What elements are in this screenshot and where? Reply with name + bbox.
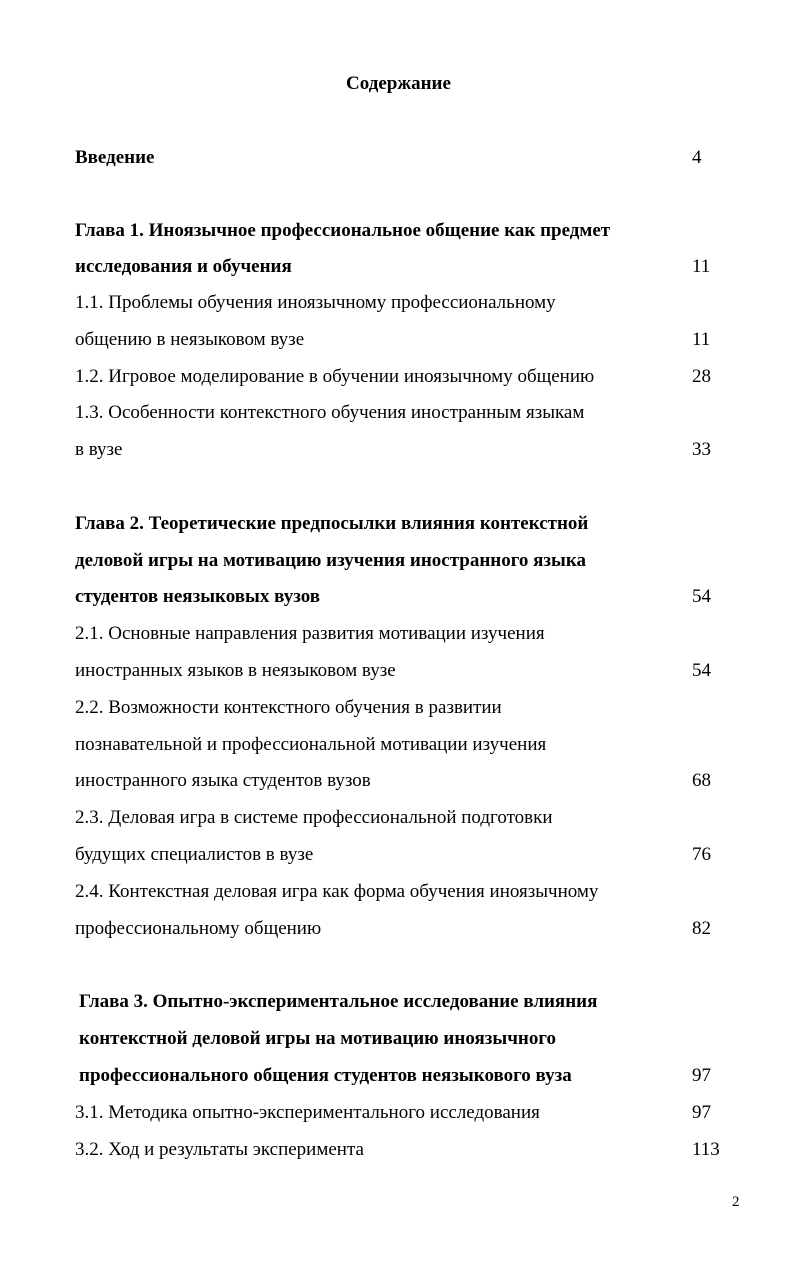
toc-3-2-line1: 3.2. Ход и результаты эксперимента bbox=[75, 1139, 364, 1160]
toc-ch1-page: 11 bbox=[692, 256, 711, 277]
toc-1-3-line1: 1.3. Особенности контекстного обучения иностранным языкам bbox=[75, 402, 585, 423]
toc-2-1-line2: иностранных языков в неязыковом вузе bbox=[75, 660, 396, 681]
toc-intro-page: 4 bbox=[692, 147, 702, 168]
toc-ch3-page: 97 bbox=[692, 1065, 711, 1086]
toc-1-1-line1: 1.1. Проблемы обучения иноязычному профессиональному bbox=[75, 292, 556, 313]
toc-ch1-title-line1: Глава 1. Иноязычное профессиональное общение как предмет bbox=[75, 220, 611, 241]
toc-2-3-line2: будущих специалистов в вузе bbox=[75, 844, 314, 865]
toc-2-3-line1: 2.3. Деловая игра в системе профессиональной подготовки bbox=[75, 807, 553, 828]
toc-ch3-title-line2: контекстной деловой игры на мотивацию иноязычного bbox=[79, 1028, 557, 1049]
toc-ch2-title-line2: деловой игры на мотивацию изучения иностранного языка bbox=[75, 550, 587, 571]
toc-1-1-line2: общению в неязыковом вузе bbox=[75, 329, 305, 350]
page-number: 2 bbox=[732, 1194, 740, 1210]
toc-2-4-line2: профессиональному общению bbox=[75, 918, 322, 939]
toc-ch2-title-line1: Глава 2. Теоретические предпосылки влияния контекстной bbox=[75, 513, 589, 534]
toc-2-2-line3: иностранного языка студентов вузов bbox=[75, 770, 371, 791]
toc-1-3-page: 33 bbox=[692, 439, 711, 460]
toc-3-2-page: 113 bbox=[692, 1139, 720, 1160]
toc-1-1-page: 11 bbox=[692, 329, 711, 350]
toc-2-4-page: 82 bbox=[692, 918, 711, 939]
toc-ch3-title-line1: Глава 3. Опытно-экспериментальное исследование влияния bbox=[79, 991, 598, 1012]
toc-3-1-line1: 3.1. Методика опытно-экспериментального исследования bbox=[75, 1102, 540, 1123]
toc-2-2-line2: познавательной и профессиональной мотивации изучения bbox=[75, 734, 547, 755]
toc-1-3-line2: в вузе bbox=[75, 439, 123, 460]
toc-2-2-line1: 2.2. Возможности контекстного обучения в развитии bbox=[75, 697, 502, 718]
toc-ch3-title-line3: профессионального общения студентов неязыкового вуза bbox=[79, 1065, 572, 1086]
page-title: Содержание bbox=[346, 73, 451, 94]
toc-1-2-page: 28 bbox=[692, 366, 711, 387]
toc-ch1-title-line2: исследования и обучения bbox=[75, 256, 292, 277]
toc-2-3-page: 76 bbox=[692, 844, 711, 865]
toc-ch2-title-line3: студентов неязыковых вузов bbox=[75, 586, 321, 607]
toc-intro-title: Введение bbox=[75, 147, 155, 168]
toc-3-1-page: 97 bbox=[692, 1102, 711, 1123]
toc-2-1-line1: 2.1. Основные направления развития мотивации изучения bbox=[75, 623, 545, 644]
toc-1-2-line1: 1.2. Игровое моделирование в обучении иноязычному общению bbox=[75, 366, 595, 387]
toc-2-1-page: 54 bbox=[692, 660, 711, 681]
toc-2-2-page: 68 bbox=[692, 770, 711, 791]
toc-ch2-page: 54 bbox=[692, 586, 711, 607]
toc-2-4-line1: 2.4. Контекстная деловая игра как форма обучения иноязычному bbox=[75, 881, 599, 902]
